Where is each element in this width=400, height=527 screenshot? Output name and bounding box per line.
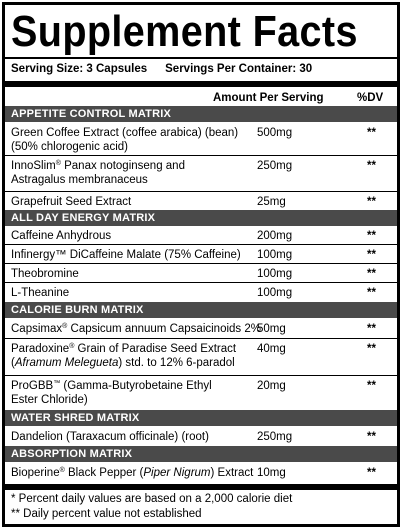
table-row	[5, 426, 397, 446]
ingredient-name: Caffeine Anhydrous	[11, 230, 112, 242]
table-row	[5, 226, 397, 244]
section-header-appetite: APPETITE CONTROL MATRIX	[5, 106, 397, 122]
footnote-divider	[5, 484, 397, 490]
ingredient-dv: **	[367, 287, 376, 299]
ingredient-dv: **	[367, 127, 376, 139]
supplement-facts-panel	[2, 2, 400, 527]
dv-header: %DV	[357, 92, 384, 104]
ingredient-amount: 100mg	[257, 268, 293, 280]
ingredient-amount: 200mg	[257, 230, 293, 242]
table-row	[5, 318, 397, 338]
ingredient-name: Infinergy™ DiCaffeine Malate (75% Caffeine)	[11, 249, 241, 261]
table-row	[5, 376, 397, 410]
table-row	[5, 245, 397, 263]
ingredient-amount: 250mg	[257, 431, 293, 443]
table-row	[5, 123, 397, 155]
ingredient-dv: **	[367, 268, 376, 280]
table-row	[5, 156, 397, 191]
serving-info	[11, 63, 312, 75]
ingredient-name: Bioperine® Black Pepper (Piper Nigrum) Extract	[11, 467, 254, 479]
section-header-calorie: CALORIE BURN MATRIX	[5, 302, 397, 318]
table-row	[5, 283, 397, 301]
serving-divider	[5, 81, 397, 87]
ingredient-dv: **	[367, 343, 376, 355]
ingredient-dv: **	[367, 196, 376, 208]
ingredient-dv: **	[367, 249, 376, 261]
ingredient-dv: **	[367, 323, 376, 335]
footnote-not-established: ** Daily percent value not established	[11, 508, 202, 520]
section-header-energy: ALL DAY ENERGY MATRIX	[5, 210, 397, 226]
ingredient-amount: 50mg	[257, 323, 286, 335]
serving-size: Serving Size: 3 Capsules	[11, 63, 148, 75]
ingredient-amount: 500mg	[257, 127, 293, 139]
ingredient-amount: 250mg	[257, 160, 293, 172]
ingredient-name: Capsimax® Capsicum annuum Capsaicinoids 2%	[11, 323, 261, 335]
section-header-water: WATER SHRED MATRIX	[5, 410, 397, 426]
ingredient-dv: **	[367, 431, 376, 443]
title-divider	[5, 57, 397, 59]
ingredient-amount: 20mg	[257, 380, 286, 392]
ingredient-name: Grapefruit Seed Extract	[11, 196, 132, 208]
section-header-absorption: ABSORPTION MATRIX	[5, 446, 397, 462]
ingredient-dv: **	[367, 230, 376, 242]
ingredient-name: Paradoxine® Grain of Paradise Seed Extract (Aframum Melegueta) std. to 12% 6-paradol	[11, 343, 237, 369]
table-row	[5, 339, 397, 375]
table-row	[5, 462, 397, 484]
ingredient-name: Green Coffee Extract (coffee arabica) (bean) (50% chlorogenic acid)	[11, 127, 239, 153]
table-row	[5, 192, 397, 210]
ingredient-amount: 10mg	[257, 467, 286, 479]
ingredient-name: InnoSlim® Panax notoginseng and Astragalus membranaceus	[11, 160, 185, 186]
ingredient-dv: **	[367, 160, 376, 172]
servings-per-container: Servings Per Container: 30	[165, 63, 313, 75]
ingredient-amount: 25mg	[257, 196, 286, 208]
ingredient-name: Theobromine	[11, 268, 79, 280]
panel-title: Supplement Facts	[11, 7, 358, 56]
ingredient-amount: 100mg	[257, 249, 293, 261]
ingredient-amount: 100mg	[257, 287, 293, 299]
ingredient-name: L-Theanine	[11, 287, 70, 299]
footnote-dv-basis: * Percent daily values are based on a 2,000 calorie diet	[11, 493, 293, 505]
ingredient-amount: 40mg	[257, 343, 286, 355]
ingredient-name: Dandelion (Taraxacum officinale) (root)	[11, 431, 209, 443]
table-row	[5, 264, 397, 282]
ingredient-dv: **	[367, 380, 376, 392]
ingredient-dv: **	[367, 467, 376, 479]
ingredient-name: ProGBB™ (Gamma-Butyrobetaine Ethyl Ester Chloride)	[11, 380, 212, 406]
amount-header: Amount Per Serving	[213, 92, 324, 104]
